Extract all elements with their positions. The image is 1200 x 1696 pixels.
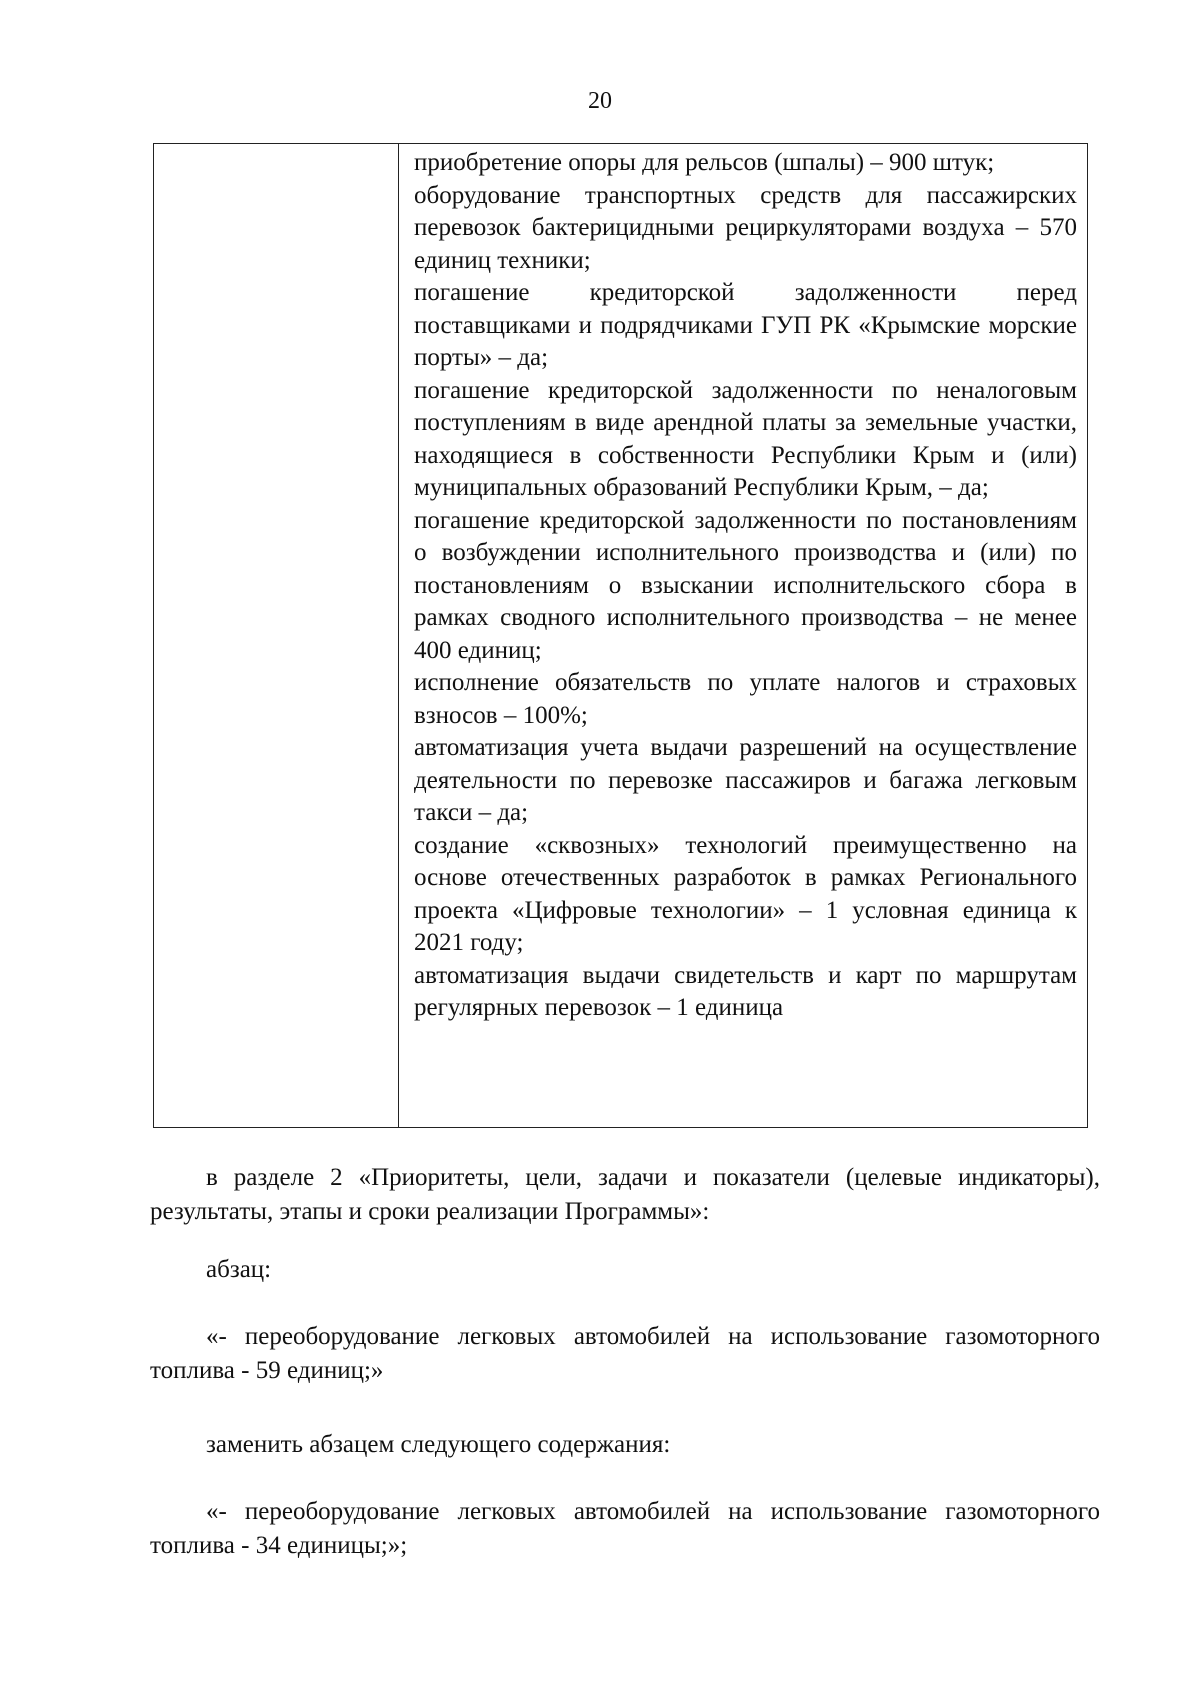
replace-instruction-block xyxy=(150,1428,1100,1462)
table-item: оборудование транспортных средств для пассажирских перевозок бактерицидными рециркуляторами воздуха – 570 единиц техники; xyxy=(414,181,1077,274)
table-item: исполнение обязательств по уплате налогов и страховых взносов – 100%; xyxy=(414,669,1077,729)
replace-instruction-text: заменить абзацем следующего содержания: xyxy=(206,1431,671,1458)
table-item: автоматизация выдачи свидетельств и карт по маршрутам регулярных перевозок – 1 единица xyxy=(414,961,1077,1021)
paragraph-label-text: абзац: xyxy=(206,1256,272,1283)
old-text-block xyxy=(150,1320,1100,1388)
program-table xyxy=(153,143,1088,1128)
paragraph-label-block xyxy=(150,1253,1100,1287)
table-item: автоматизация учета выдачи разрешений на осуществление деятельности по перевозке пассажиров и багажа легковым такси – да; xyxy=(414,734,1077,826)
table-item: погашение кредиторской задолженности по неналоговым поступлениям в виде арендной платы за земельные участки, находящиеся в собственности Республики Крым и (или) муниципальных образований Республики Крым, – да; xyxy=(414,376,1077,501)
page-number: 20 xyxy=(588,88,612,114)
old-text: «- переоборудование легковых автомобилей на использование газомоторного топлива - 59 единиц;» xyxy=(150,1323,1100,1384)
table-item: создание «сквозных» технологий преимущественно на основе отечественных разработок в рамках Регионального проекта «Цифровые технологии» – 1 условная единица к 2021 году; xyxy=(414,831,1077,956)
table-item: погашение кредиторской задолженности перед поставщиками и подрядчиками ГУП РК «Крымские морские порты» – да; xyxy=(414,279,1077,371)
section-intro-paragraph xyxy=(150,1161,1100,1229)
table-column-divider xyxy=(398,144,399,1127)
new-text-block xyxy=(150,1495,1100,1563)
table-right-cell xyxy=(414,147,1077,1025)
new-text: «- переоборудование легковых автомобилей на использование газомоторного топлива - 34 единицы;»; xyxy=(150,1498,1100,1559)
table-item: приобретение опоры для рельсов (шпалы) – 900 штук; xyxy=(414,149,995,176)
table-left-cell xyxy=(154,144,398,1127)
section-intro-text: в разделе 2 «Приоритеты, цели, задачи и показатели (целевые индикаторы), результаты, этапы и сроки реализации Программы»: xyxy=(150,1164,1100,1225)
table-item: погашение кредиторской задолженности по постановлениям о возбуждении исполнительного производства и (или) по постановлениям о взыскании исполнительского сбора в рамках сводного исполнительного производства – не менее 400 единиц; xyxy=(414,506,1077,664)
